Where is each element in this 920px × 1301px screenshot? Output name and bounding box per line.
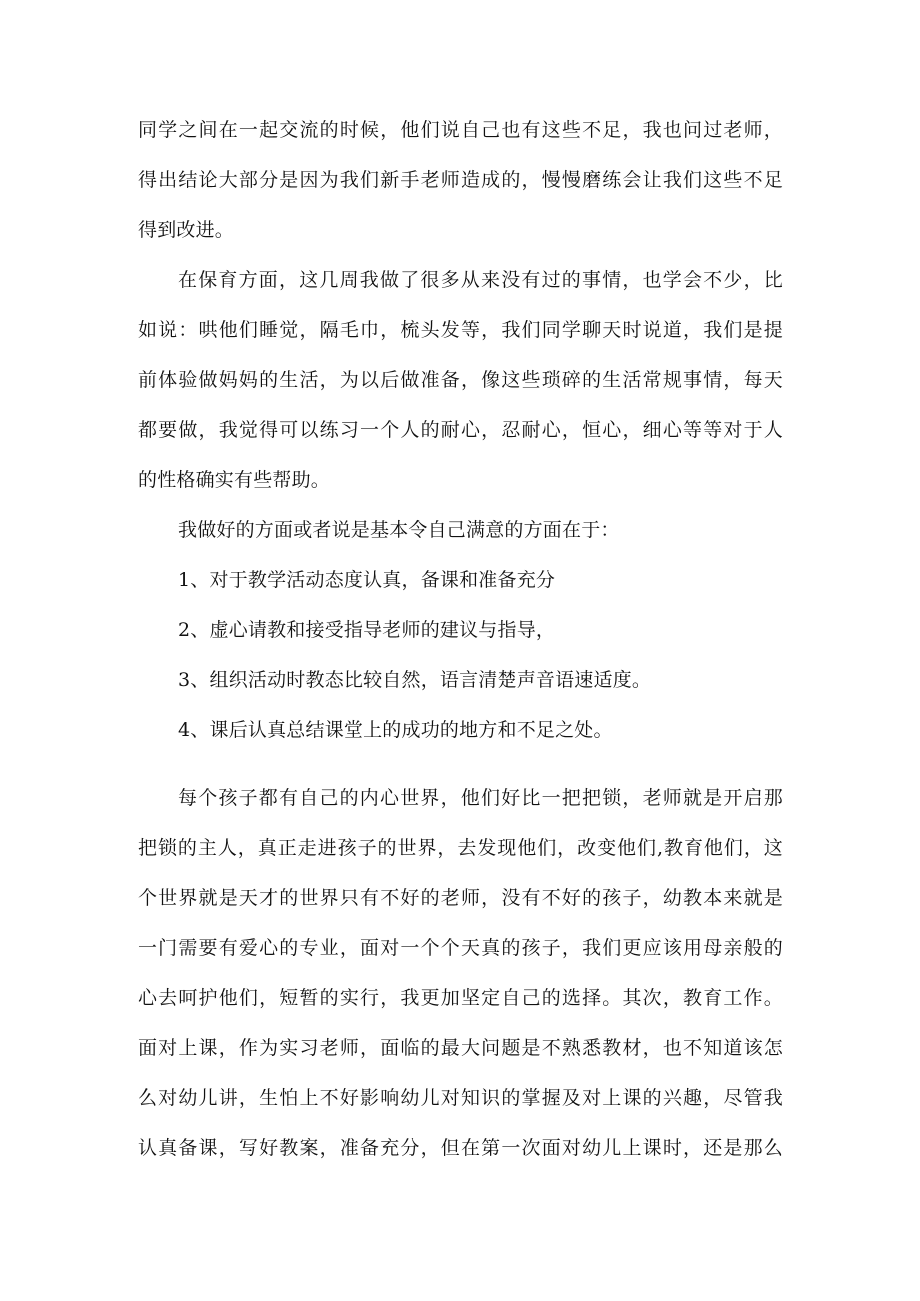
paragraph-4-line-4: 一门需要有爱心的专业，面对一个个天真的孩子，我们更应该用母亲般的 — [138, 937, 783, 959]
paragraph-4-line-6: 面对上课，作为实习老师，面临的最大问题是不熟悉教材，也不知道该怎 — [138, 1037, 783, 1059]
paragraph-4-line-5: 心去呵护他们，短暂的实行，我更加坚定自己的选择。其次，教育工作。 — [138, 987, 783, 1009]
paragraph-4-line-2: 把锁的主人，真正走进孩子的世界，去发现他们，改变他们,教育他们，这 — [138, 837, 783, 859]
list-item-4: 4、课后认真总结课堂上的成功的地方和不足之处。 — [178, 719, 613, 741]
paragraph-4-line-7: 么对幼儿讲，生怕上不好影响幼儿对知识的掌握及对上课的兴趣，尽管我 — [138, 1087, 783, 1109]
paragraph-2-line-1: 在保育方面，这几周我做了很多从来没有过的事情，也学会不少，比 — [178, 269, 783, 291]
list-item-3: 3、组织活动时教态比较自然，语言清楚声音语速适度。 — [178, 669, 652, 691]
paragraph-1-line-2: 得出结论大部分是因为我们新手老师造成的，慢慢磨练会让我们这些不足 — [138, 169, 783, 191]
list-item-2: 2、虚心请教和接受指导老师的建议与指导， — [178, 619, 556, 641]
paragraph-4-line-3: 个世界就是天才的世界只有不好的老师，没有不好的孩子，幼教本来就是 — [138, 887, 783, 909]
paragraph-2-line-3: 前体验做妈妈的生活，为以后做准备，像这些琐碎的生活常规事情，每天 — [138, 369, 783, 391]
paragraph-4-line-1: 每个孩子都有自己的内心世界，他们好比一把把锁，老师就是开启那 — [178, 787, 783, 809]
paragraph-3-line-1: 我做好的方面或者说是基本令自己满意的方面在于： — [178, 519, 620, 541]
paragraph-2-line-2: 如说：哄他们睡觉，隔毛巾，梳头发等，我们同学聊天时说道，我们是提 — [138, 319, 783, 341]
paragraph-1-line-3: 得到改进。 — [138, 219, 235, 241]
paragraph-2-line-4: 都要做，我觉得可以练习一个人的耐心，忍耐心，恒心，细心等等对于人 — [138, 419, 783, 441]
list-item-1: 1、对于教学活动态度认真，备课和准备充分 — [178, 569, 556, 591]
paragraph-1-line-1: 同学之间在一起交流的时候，他们说自己也有这些不足，我也问过老师， — [138, 119, 783, 141]
paragraph-4-line-8: 认真备课，写好教案，准备充分，但在第一次面对幼儿上课时，还是那么 — [138, 1137, 783, 1159]
paragraph-2-line-5: 的性格确实有些帮助。 — [138, 469, 331, 491]
